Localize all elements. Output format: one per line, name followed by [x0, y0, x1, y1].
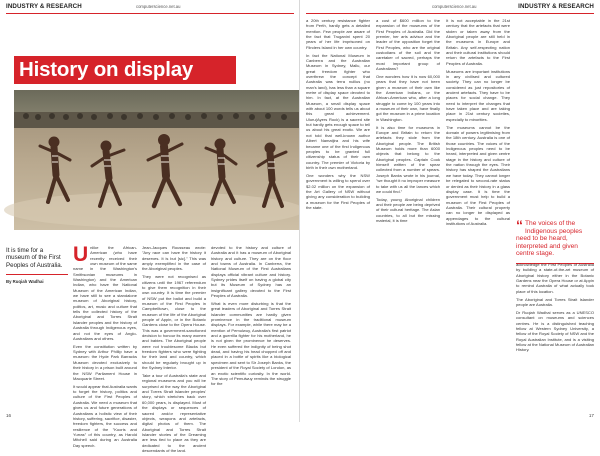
body-paragraph: One wonders why the NSW government is willing to spend over $2.02 million on the expansion of the Art Gallery of NSW without giving any consideration to building a museum for the First Peoples of the state.	[306, 172, 370, 210]
body-paragraph: In fact the National Museum in Canberra and the Australian Museum in Sydney, Mallu, our great freedom fighter who overthrew the concept that Australia was terra nullius (no man's land), has less than a square metre of display space devoted to him. In fact, at the Australian Museum, a small display space with about 100 words tells us about this great achievement. Uluru(Ayers Rock) is a sacred site but hardly gets enough space to tell us about his great exotic. We are not told that well-known author Albert Namatjira and his wife became one of the first Indigenous peoples to be granted full citizenship status of their own country. The premier of Victoria by birth in their own motherland.	[306, 52, 370, 170]
body-column-1	[73, 245, 137, 451]
article-standfirst	[6, 247, 68, 284]
pull-quote	[516, 217, 594, 264]
body-paragraph: It is not acceptable in the 21st century that the artefacts that were stolen or taken away from the Aboriginal people are still held in the museums in Europe and Britain. Any self-respecting nation and their cultural institutions should return the artefacts to the First Peoples of Australia.	[446, 18, 510, 66]
body-paragraph: Even the constitution written by Sydney with Arthur Phillip have a museum: the Hyde Park Barracks Museum devoted exclusively to their history in a prison built around the NSW Parliament House in Macquarie Street.	[73, 343, 137, 381]
quote-mark-icon: “	[516, 217, 523, 233]
body-paragraph: Take a tour of Australia's state and regional museums and you will be surprised at the way the Aboriginal and Torres Strait Islander peoples' story, which stretches back over 60,000 years, is displayed. Most of the displays or sequences of sacred and/or representative objects, weapons and artefacts, digital photos of them. The Aboriginal and Torres Strait Islander stories of the Dreaming are less tied to place as they are dedicated to the ancient descendants of the land.	[142, 373, 206, 453]
body-paragraph: Today, young Aboriginal children and their people are being deprived of their cultural heritage. The Asian countries, to all but the missing material, it is time	[376, 196, 440, 224]
body-column-7	[516, 262, 594, 355]
left-page	[0, 0, 300, 453]
body-paragraph: Jean-Jacques Rousseau wrote: "Any race can have the history it deserves. It is but [sic]." This was amply exemplified in the case of the Aboriginal peoples.	[142, 245, 206, 272]
article-byline: By Ruqiah Wadhai	[6, 279, 44, 285]
body-paragraph: a cost of $600 million to the expansion of the museums of the First Peoples of Australia. Did the premier, her arts advisor and the leader of the opposition forget the First Peoples, who are the original custodians of the soil and the caretaker of sacred, perhaps the most important group of Australians?	[376, 18, 440, 72]
body-paragraph: It is also time for museums in Europe and Britain to return the artefacts they stole from the Aboriginal people. The British Museum holds more than 6000 objects that belong to the Aboriginal peoples. Captain Cook himself written of the spear collected from a number of spears. Joseph Banks wrote in his journal, "we thought it no improper measure to take with us all the lances which we could find."	[376, 124, 440, 194]
drop-cap: U	[73, 243, 89, 266]
author-bio: Dr Ruqiah Wadhai serves as a UNESCO consultant on museums and sciences centres. He is a distinguished teaching fellow at Western Sydney University, a fellow of the Royal Society of NSW and the Royal Australian Institute, and is a visiting fellow at the National Museum of Australian History.	[516, 309, 594, 353]
body-paragraph: It would appear that Australia wants to forget the history, politics and culture of the First Peoples of Australia. We need a museum that gives us and future generations of Australians a holistic view of their history, suffering, sacrifice, disaster, freedom fighters, the success and resilience of the "Kooris and Yurras" of this country, as Harold Mitchell said during an Australia Day speech.	[73, 383, 137, 448]
body-paragraph: One wonders how it is now 60,000 years that they have not been given a museum of their own like the American Indians, or the African-American who, after a long struggle to come by 100 years into a museum of their own, have finally got the museum in a prime location in Washington.	[376, 74, 440, 122]
body-paragraph: Museums are important institutions in any civilised and cultured society. They can no longer be considered as just repositories of ancient artefacts. They have to be places for social change. They need to interpret the changes that have taken place and are taking place in 21st century societies, especially to minorities.	[446, 68, 510, 122]
body-paragraph: The Aboriginal and Torres Strait Islander people are Australia.	[516, 296, 594, 307]
article-title-banner	[14, 56, 236, 84]
pull-quote-text: The voices of the Indigenous peoples need to be heard, interpreted and given centre stage.	[516, 220, 583, 258]
body-paragraph: The museums cannot be the domain of powers legitimising from the 18th century. Australia is one of those countries. The voices of the Indigenous peoples need to be heard, interpreted and given centre stage in the history and culture of the nation through the eyes. Their history has shaped the Australians we have today. They cannot longer be relegated to second-rate status or denied as their history in a glass display case. It is time the government must help to build a museum of the First Peoples of Australia. Their cultural property can no longer be displayed as appendages to the cultural institutions of Australia.	[446, 124, 510, 226]
site-url: computerscience.net.au	[432, 4, 477, 9]
page-number-right: 17	[588, 413, 594, 418]
section-label: INDUSTRY & RESEARCH	[6, 3, 82, 10]
dancers-illustration	[14, 90, 300, 230]
section-label: INDUSTRY & RESEARCH	[518, 3, 594, 10]
running-header-left	[6, 3, 294, 14]
deck-divider	[6, 274, 68, 275]
lead-photo-dancers	[14, 90, 300, 230]
article-deck: It is time for a museum of the First Peoples of Australia.	[6, 247, 63, 269]
article-title: History on display	[19, 58, 194, 81]
body-column-4	[306, 18, 370, 213]
page-number-left: 16	[6, 413, 12, 418]
site-url: computerscience.net.au	[136, 4, 181, 9]
running-header-right	[306, 3, 594, 14]
body-paragraph: Unlike the African-American (who have recently received their own museum of the same name in the Washington's Smithsonian museums in Washington) and the American Indian, who have the National Museum of the American Indian, we have still to see a standalone museum of Aboriginal history, politics, art, music and culture that tells the collected history of the Aboriginal and Torres Strait Islander peoples and the history of Australia through Indigenous eyes, and not the eyes of Anglo-Australians and others.	[73, 243, 137, 341]
right-page	[300, 0, 600, 422]
body-column-2	[142, 245, 206, 456]
body-paragraph: They were not recognised as citizens until the 1967 referendum to give them recognition in their own country. It is time the premier of NSW put the ballot and build a museum of the First Peoples in Campbelltown, close to the museum of the life of the Aboriginal people of Appin, or in the Botanic Gardens close to the Opera House. This was a government-sanctioned decision to honour its many women and babies. The Aboriginal people were not troublesome Blacks but freedom fighters who were fighting for their land and country, which should be regularly brought up in the Sydney Interior.	[142, 274, 206, 371]
body-paragraph: What is even more disturbing is that the great leaders of Aboriginal and Torres Strait Islander communities are hardly given prominence in the traditional museum displays. For example, while there may be a mention of Pemulwuy, Australia's first patriot and a guerrilla fighter for his motherland, he is not given the prominence he deserves. He even suffered the indignity of being shot dead, and having his head chopped off and placed in a bottle of spirits like a biological specimen and sent to Sir Joseph Banks, the president of the Royal Society of London, as an exotic scientific curiosity. In the world. The story of Pemulwuy reminds the struggle for the	[211, 301, 291, 387]
body-column-5	[376, 18, 440, 226]
body-paragraph: devoted to the history and culture of Australia and it has a museum of Aboriginal history and culture. They are on the floor and towns of Australia. In Canberra, the National Museum of the First Australians displays official vibrant culture and history. Sydney prides itself on having a global city but its Museum of Sydney has an insignificant gallery devoted to the First Peoples of Australia.	[211, 245, 291, 299]
body-column-3	[211, 245, 291, 389]
body-paragraph: acknowledge the First Peoples of Australia by building a state-of-the-art museum of Aboriginal history either in the Botanic Gardens near the Opera House or at Appin to remind Australia of what actually took place of this location.	[516, 262, 594, 294]
body-paragraph: a 20th century resistance fighter from Perth, hardly gets a detailed mention. Few people are aware of the fact that Truganini spent 20 years of her life imprisoned on Flinders Island in her own country.	[306, 18, 370, 50]
body-column-6	[446, 18, 510, 229]
